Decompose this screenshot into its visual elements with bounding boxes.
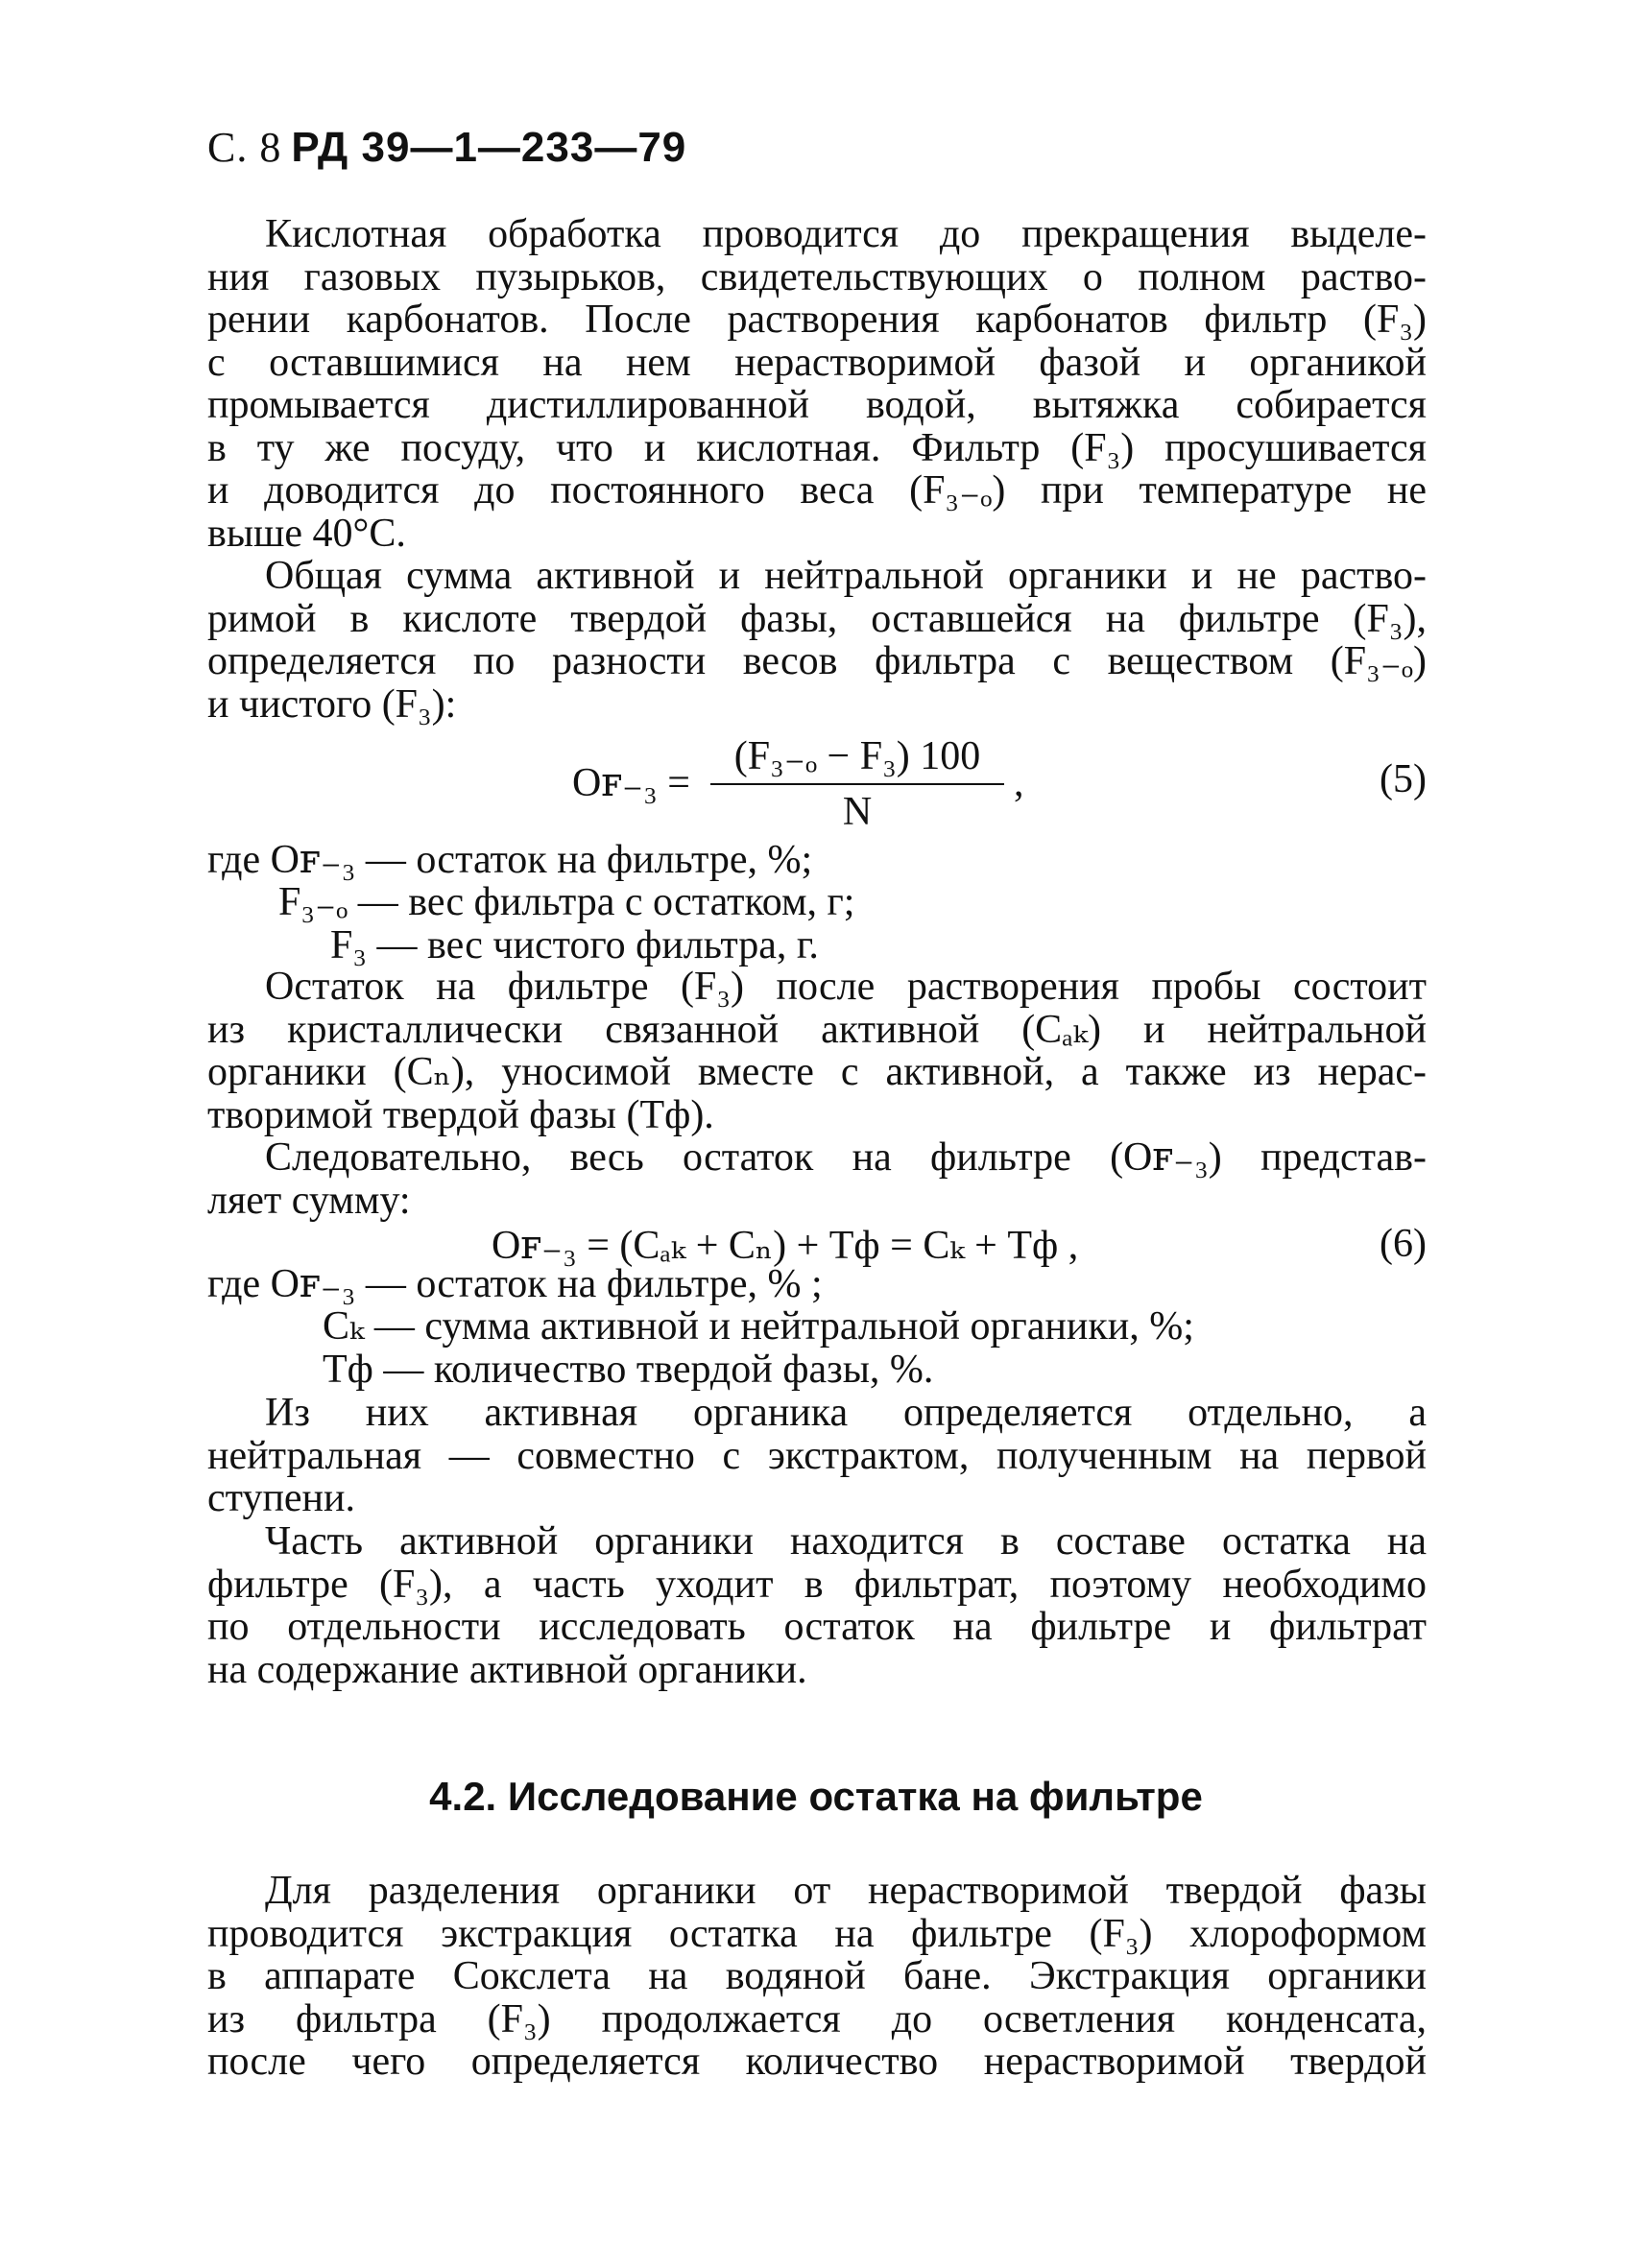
paragraph-4	[207, 1136, 1427, 1222]
text-line: в ту же посуду, что и кислотная. Фильтр (F₃) просушивается	[207, 425, 1427, 470]
text-line: и доводится до постоянного веса (F₃₋ₒ) при температуре не	[207, 468, 1427, 513]
text-line: из кристаллически связанной активной (Сₐₖ) и нейтральной	[207, 1007, 1427, 1052]
page-header	[207, 123, 686, 172]
text-line: на содержание активной органики.	[207, 1647, 807, 1692]
formula-5-definitions	[207, 839, 1427, 973]
text-line: после чего определяется количество нерастворимой твердой	[207, 2040, 1427, 2084]
definition-line: где Оꜰ₋₃ — остаток на фильтре, % ;	[207, 1262, 823, 1306]
equation-number-6: (6)	[1380, 1222, 1427, 1266]
document-code: РД 39—1—233—79	[291, 124, 687, 171]
formula-5-lhs: Оꜰ₋₃ =	[572, 761, 690, 805]
text-line: Для разделения органики от нерастворимой твердой фазы	[265, 1869, 1427, 1913]
text-line: и чистого (F₃):	[207, 681, 457, 727]
text-line: рении карбонатов. После растворения карбонатов фильтр (F₃)	[207, 298, 1427, 342]
formula-5-fraction	[710, 731, 1004, 835]
definition-line: где Оꜰ₋₃ — остаток на фильтре, %;	[207, 838, 813, 882]
paragraph-5	[207, 1392, 1427, 1520]
text-line: ния газовых пузырьков, свидетельствующих о полном раство-	[207, 254, 1427, 299]
paragraph-7	[207, 1870, 1427, 2084]
section-heading: 4.2. Исследование остатка на фильтре	[429, 1774, 1203, 1819]
text-line: Общая сумма активной и нейтральной органики и не раство-	[265, 554, 1427, 598]
text-line: проводится экстракция остатка на фильтре (F₃) хлороформом	[207, 1911, 1427, 1956]
definition-line: Сₖ — сумма активной и нейтральной органики, %;	[323, 1304, 1194, 1349]
text-line: фильтре (F₃), а часть уходит в фильтрат, поэтому необходимо	[207, 1562, 1427, 1607]
formula-5	[207, 731, 1427, 837]
formula-5-numerator: (F₃₋ₒ − F₃) 100	[710, 731, 1004, 785]
text-line: ступени.	[207, 1476, 356, 1520]
definition-line: Тф — количество твердой фазы, %.	[323, 1348, 934, 1392]
text-line: творимой твердой фазы (Тф).	[207, 1092, 714, 1137]
formula-6	[207, 1221, 1427, 1267]
text-line: ляет сумму:	[207, 1178, 411, 1223]
formula-6-expression: Оꜰ₋₃ = (Сₐₖ + Сₙ) + Тф = Сₖ + Тф ,	[492, 1224, 1079, 1268]
formula-5-denominator: N	[842, 790, 873, 834]
formula-5-tail: ,	[1014, 761, 1024, 805]
paragraph-1	[207, 213, 1427, 555]
page-number: С. 8	[207, 124, 282, 171]
paragraph-2	[207, 555, 1427, 726]
text-line: выше 40°С.	[207, 511, 406, 556]
definition-line: F₃ — вес чистого фильтра, г.	[330, 923, 819, 967]
text-line: промывается дистиллированной водой, вытяжка собирается	[207, 383, 1427, 427]
text-line: в аппарате Сокслета на водяной бане. Экстракция органики	[207, 1954, 1427, 1998]
text-line: по отдельности исследовать остаток на фильтре и фильтрат	[207, 1605, 1427, 1649]
text-line: нейтральная — совместно с экстрактом, полученным на первой	[207, 1433, 1427, 1478]
text-line: Следовательно, весь остаток на фильтре (Оꜰ₋₃) представ-	[265, 1135, 1427, 1180]
paragraph-6	[207, 1520, 1427, 1691]
text-line: Из них активная органика определяется отдельно, а	[265, 1391, 1427, 1435]
paragraph-3	[207, 966, 1427, 1136]
definition-line: F₃₋ₒ — вес фильтра с остатком, г;	[278, 880, 855, 924]
equation-number-5: (5)	[1380, 757, 1427, 801]
text-line: Часть активной органики находится в составе остатка на	[265, 1519, 1427, 1564]
text-line: римой в кислоте твердой фазы, оставшейся на фильтре (F₃),	[207, 596, 1427, 641]
formula-6-definitions	[207, 1263, 1427, 1397]
text-line: органики (Сₙ), уносимой вместе с активной, а также из нерас-	[207, 1050, 1427, 1094]
text-line: с оставшимися на нем нерастворимой фазой и органикой	[207, 340, 1427, 385]
text-line: определяется по разности весов фильтра с веществом (F₃₋ₒ)	[207, 639, 1427, 683]
text-line: Кислотная обработка проводится до прекращения выделе-	[265, 212, 1427, 256]
text-line: из фильтра (F₃) продолжается до осветления конденсата,	[207, 1996, 1427, 2041]
text-line: Остаток на фильтре (F₃) после растворения пробы состоит	[265, 965, 1427, 1009]
